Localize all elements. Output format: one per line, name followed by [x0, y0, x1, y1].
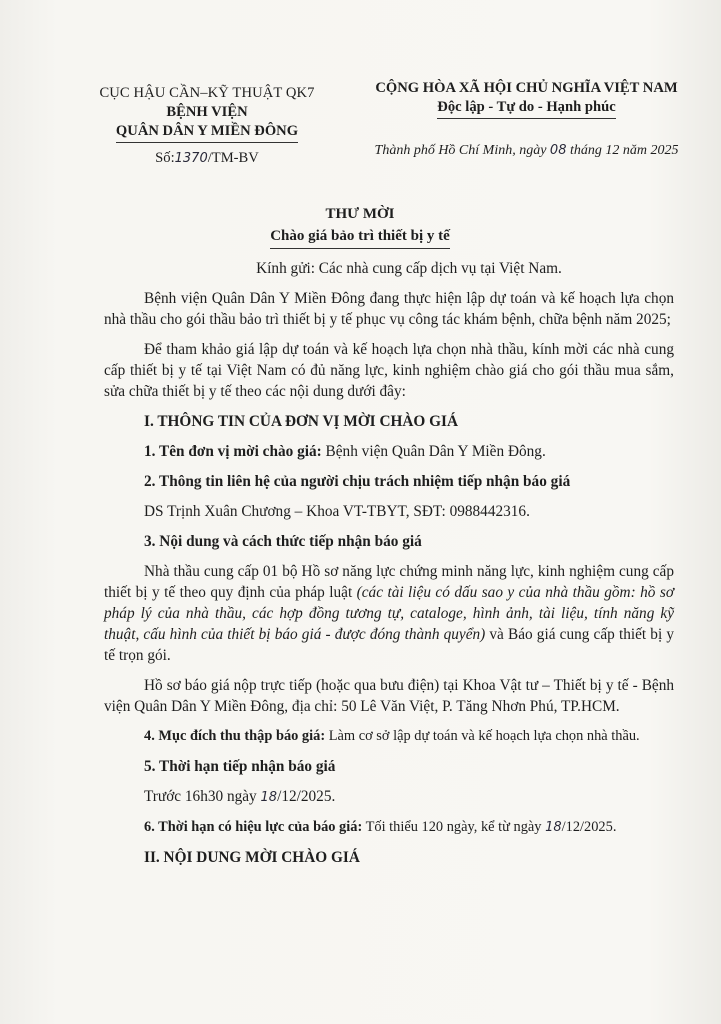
item-6-label: 6. Thời hạn có hiệu lực của báo giá: [144, 819, 363, 835]
item-6-day-handwritten: 18 [545, 820, 562, 835]
national-header [354, 79, 699, 119]
document-title-main: THƯ MỜI [325, 206, 395, 222]
issuer-header [66, 84, 348, 168]
document-title-sub: Chào giá bảo trì thiết bị y tế [270, 225, 450, 249]
item-3-text-a: Nhà thầu cung cấp 01 bộ Hồ sơ năng lực chứng minh năng lực, kinh nghiệm cung cấp thiết bị y tế theo quy định của pháp luật [104, 563, 674, 601]
item-4-value: Làm cơ sở lập dự toán và kế hoạch lựa chọn nhà thầu. [325, 728, 640, 744]
item-1-label: 1. Tên đơn vị mời chào giá: [144, 443, 322, 460]
document-title [120, 203, 600, 249]
document-number-prefix: Số: [155, 150, 175, 166]
issuer-parent-org: CỤC HẬU CẦN–KỸ THUẬT QK7 [99, 85, 315, 101]
document-number [66, 149, 348, 168]
national-title: CỘNG HÒA XÃ HỘI CHỦ NGHĨA VIỆT NAM [375, 80, 678, 96]
item-5-value [104, 786, 674, 808]
section-1-heading: I. THÔNG TIN CỦA ĐƠN VỊ MỜI CHÀO GIÁ [144, 413, 459, 430]
item-3-text-b: và Báo giá cung cấp thiết bị y tế trọn gói. [104, 626, 675, 664]
item-3-text-italic: (các tài liệu có dấu sao y của nhà thầu gồm: hồ sơ pháp lý của nhà thầu, các hợp đồng tương tự, cataloge, hình ảnh, tài liệu, tính năng kỹ thuật, cấu hình của thiết bị báo giá - được đóng thành quyển) [104, 584, 674, 643]
recipient-line: Kính gửi: Các nhà cung cấp dịch vụ tại Việt Nam. [256, 260, 562, 277]
item-6-suffix: /12/2025. [561, 819, 617, 835]
issue-date [354, 143, 699, 159]
item-3-label: 3. Nội dung và cách thức tiếp nhận báo giá [144, 533, 422, 550]
item-2-label: 2. Thông tin liên hệ của người chịu trách nhiệm tiếp nhận báo giá [144, 473, 571, 490]
item-5-day-handwritten: 18 [260, 790, 278, 805]
issue-date-suffix: tháng 12 năm 2025 [566, 143, 679, 158]
item-4 [104, 726, 674, 747]
issuer-name-line1: BỆNH VIỆN [166, 104, 248, 120]
item-2-value: DS Trịnh Xuân Chương – Khoa VT-TBYT, SĐT: 0988442316. [144, 503, 530, 520]
item-5-suffix: /12/2025. [277, 788, 336, 805]
intro-paragraph-2: Để tham khảo giá lập dự toán và kế hoạch lựa chọn nhà thầu, kính mời các nhà cung cấp thiết bị y tế tại Việt Nam có đủ năng lực, kinh nghiệm chào giá cho gói thầu mua sắm, sửa chữa thiết bị y tế theo các nội dung dưới đây: [104, 341, 674, 400]
document-number-handwritten: 1370 [174, 151, 208, 166]
national-motto: Độc lập - Tự do - Hạnh phúc [437, 98, 615, 119]
item-6-prefix: Tối thiểu 120 ngày, kể từ ngày [362, 819, 546, 835]
item-5-label: 5. Thời hạn tiếp nhận báo giá [144, 758, 336, 775]
item-3-paragraph-2: Hồ sơ báo giá nộp trực tiếp (hoặc qua bưu điện) tại Khoa Vật tư – Thiết bị y tế - Bệnh viện Quân Dân Y Miền Đông, địa chỉ: 50 Lê Văn Việt, P. Tăng Nhơn Phú, TP.HCM. [104, 677, 674, 715]
item-4-label: 4. Mục đích thu thập báo giá: [144, 728, 326, 744]
item-3-paragraph-1 [104, 561, 674, 666]
item-1 [104, 441, 674, 462]
issuer-name-line2: QUÂN DÂN Y MIỀN ĐÔNG [116, 122, 298, 143]
issue-date-day-handwritten: 08 [549, 143, 567, 158]
item-5-prefix: Trước 16h30 ngày [144, 788, 261, 805]
document-number-suffix: /TM-BV [207, 150, 259, 166]
document-body [104, 258, 674, 877]
intro-paragraph-1: Bệnh viện Quân Dân Y Miền Đông đang thực hiện lập dự toán và kế hoạch lựa chọn nhà thầu cho gói thầu bảo trì thiết bị y tế phục vụ công tác khám bệnh, chữa bệnh năm 2025; [104, 290, 674, 328]
item-6 [104, 817, 674, 838]
section-2-heading: II. NỘI DUNG MỜI CHÀO GIÁ [144, 849, 360, 866]
issue-date-prefix: Thành phố Hồ Chí Minh, ngày [374, 143, 550, 158]
item-1-value: Bệnh viện Quân Dân Y Miền Đông. [321, 443, 546, 460]
